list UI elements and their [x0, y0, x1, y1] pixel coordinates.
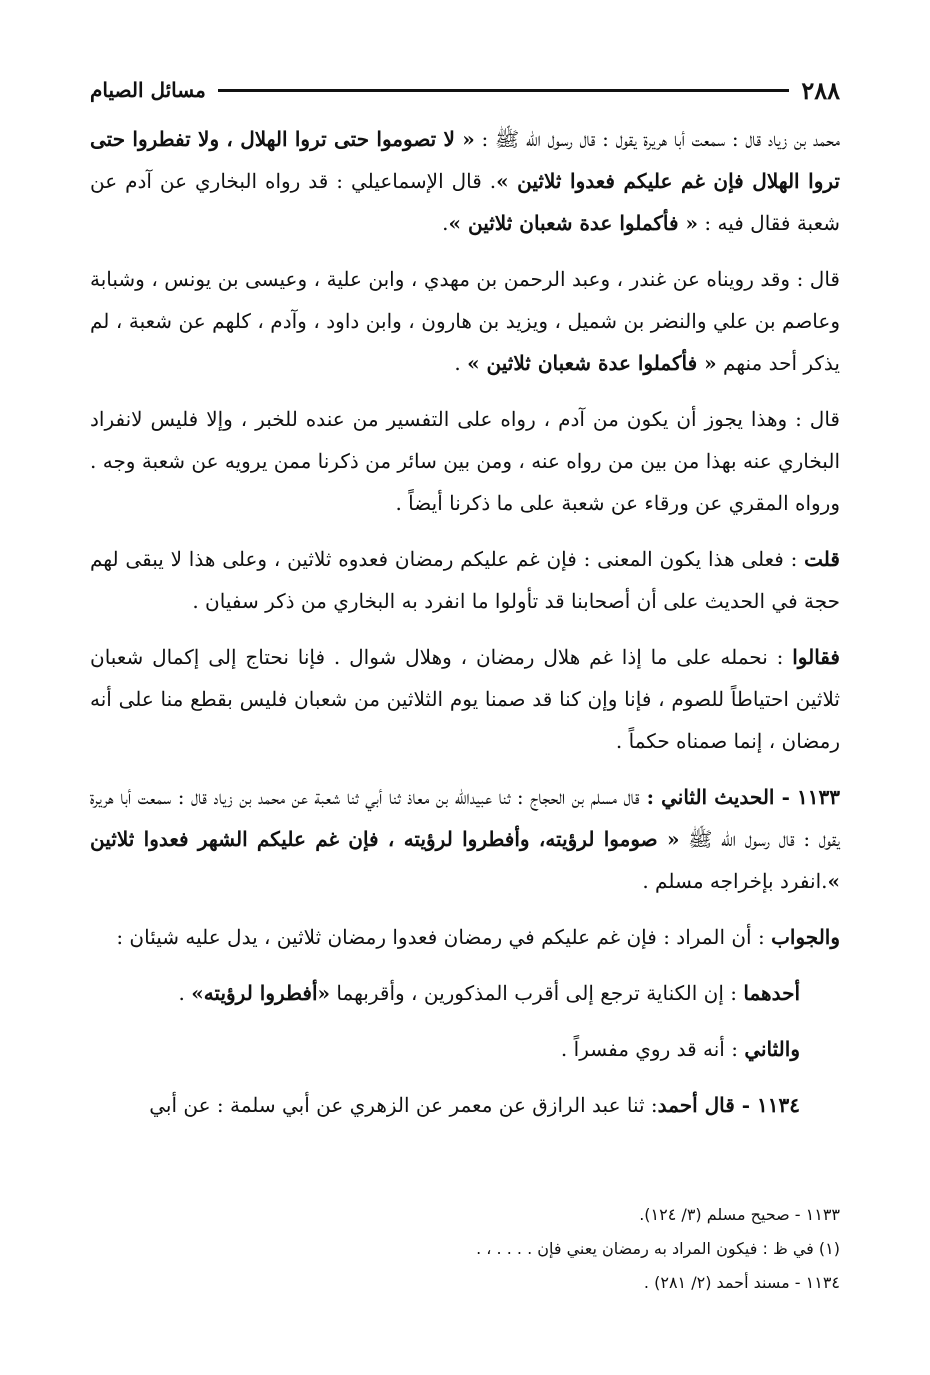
paragraph [90, 398, 840, 524]
paragraph [90, 258, 840, 384]
bold-text: فقالوا [792, 645, 840, 669]
page-number: ٢٨٨ [801, 75, 840, 105]
text: . [178, 981, 192, 1005]
text: . [442, 211, 449, 235]
text: : ثنا عبد الرازق عن معمر عن الزهري عن أبي سلمة : عن أبي [149, 1093, 658, 1117]
footnotes [90, 1198, 840, 1300]
text: : إن الكناية ترجع إلى أقرب المذكورين ، وأقربهما [330, 981, 744, 1005]
paragraph [90, 776, 840, 902]
bold-text: والجواب [771, 925, 840, 949]
footnote: (١) في ظ : فيكون المراد به رمضان يعني فإن . . . . ، . [476, 1239, 840, 1258]
text: قال : وهذا يجوز أن يكون من آدم ، رواه على التفسير من عنده للخبر ، وإلا فليس لانفراد البخاري عنه بهذا من بين من رواه عنه ، ومن بين سائر من ذكرنا ممن يرويه عن شعبة وجه . ورواه المقري عن ورقاء عن شعبة على ما ذكرنا أيضاً . [90, 407, 840, 515]
header-rule [218, 89, 789, 92]
paragraph [90, 636, 840, 762]
bold-text: « لا تصوموا حتى تروا الهلال ، ولا تفطروا حتى تروا الهلال فإن غم عليكم فعدوا ثلاثين » [90, 127, 840, 193]
paragraph [90, 916, 840, 958]
bold-text: « فأكملوا عدة شعبان ثلاثين » [448, 211, 699, 235]
body-text [90, 118, 840, 1126]
paragraph [90, 538, 840, 622]
text: قال : وقد رويناه عن غندر ، وعبد الرحمن بن مهدي ، وابن علية ، وعيسى بن يونس ، وشبابة وعاصم بن علي والنضر بن شميل ، ويزيد بن هارون ، وابن داود ، وآدم ، كلهم عن شعبة ، لم يذكر أحد منهم [90, 267, 840, 375]
paragraph [90, 972, 840, 1014]
bold-text: ١١٣٤ - قال أحمد [657, 1093, 800, 1117]
bold-text: « صوموا لرؤيته، وأفطروا لرؤيته ، فإن غم عليكم الشهر فعدوا ثلاثين » [90, 827, 840, 893]
bold-text: والثاني [744, 1037, 800, 1061]
text: : أن المراد : فإن غم عليكم في رمضان فعدوا رمضان ثلاثين ، يدل عليه شيئان : [116, 925, 772, 949]
footnote: ١١٣٤ - مسند أحمد (٢/ ٢٨١) . [643, 1273, 840, 1292]
paragraph [90, 1084, 840, 1126]
text: قال مسلم بن الحجاج : ثنا عبيدالله بن معاذ ثنا أبي ثنا شعبة عن محمد بن زياد قال : سمعت أبا هريرة يقول : قال رسول الله ﷺ [90, 785, 841, 851]
text: .انفرد بإخراجه مسلم . [642, 869, 828, 893]
running-title: مسائل الصيام [90, 78, 206, 102]
bold-text: قلت [804, 547, 840, 571]
footnote: ١١٣٣ - صحيح مسلم (٣/ ١٢٤). [639, 1205, 840, 1224]
text: : نحمله على ما إذا غم هلال رمضان ، وهلال شوال . فإنا نحتاج إلى إكمال شعبان ثلاثين احتياطاً للصوم ، فإنا وإن كنا قد صمنا يوم الثلاثين من شعبان فليس بقطع منا على أنه رمضان ، إنما صمناه حكماً . [90, 645, 840, 753]
text: . قال الإسماعيلي : قد رواه البخاري عن آدم عن شعبة فقال فيه : [90, 169, 840, 235]
text: : فعلى هذا يكون المعنى : فإن غم عليكم رمضان فعدوه ثلاثين ، وعلى هذا لا يبقى لهم حجة في الحديث على أن أصحابنا قد تأولوا ما انفرد به البخاري من ذكر سفيان . [90, 547, 840, 613]
bold-text: « فأكملوا عدة شعبان ثلاثين » [467, 351, 717, 375]
bold-text: أحدهما [743, 981, 800, 1005]
paragraph [90, 1028, 840, 1070]
bold-text: «أفطروا لرؤيته» [191, 981, 331, 1005]
bold-text: ١١٣٣ - الحديث الثاني : [639, 785, 840, 809]
text: : أنه قد روي مفسراً . [560, 1037, 745, 1061]
text: . [454, 351, 468, 375]
paragraph [90, 118, 840, 244]
text: محمد بن زياد قال : سمعت أبا هريرة يقول : قال رسول الله ﷺ : [474, 127, 841, 151]
page-header [90, 72, 840, 108]
